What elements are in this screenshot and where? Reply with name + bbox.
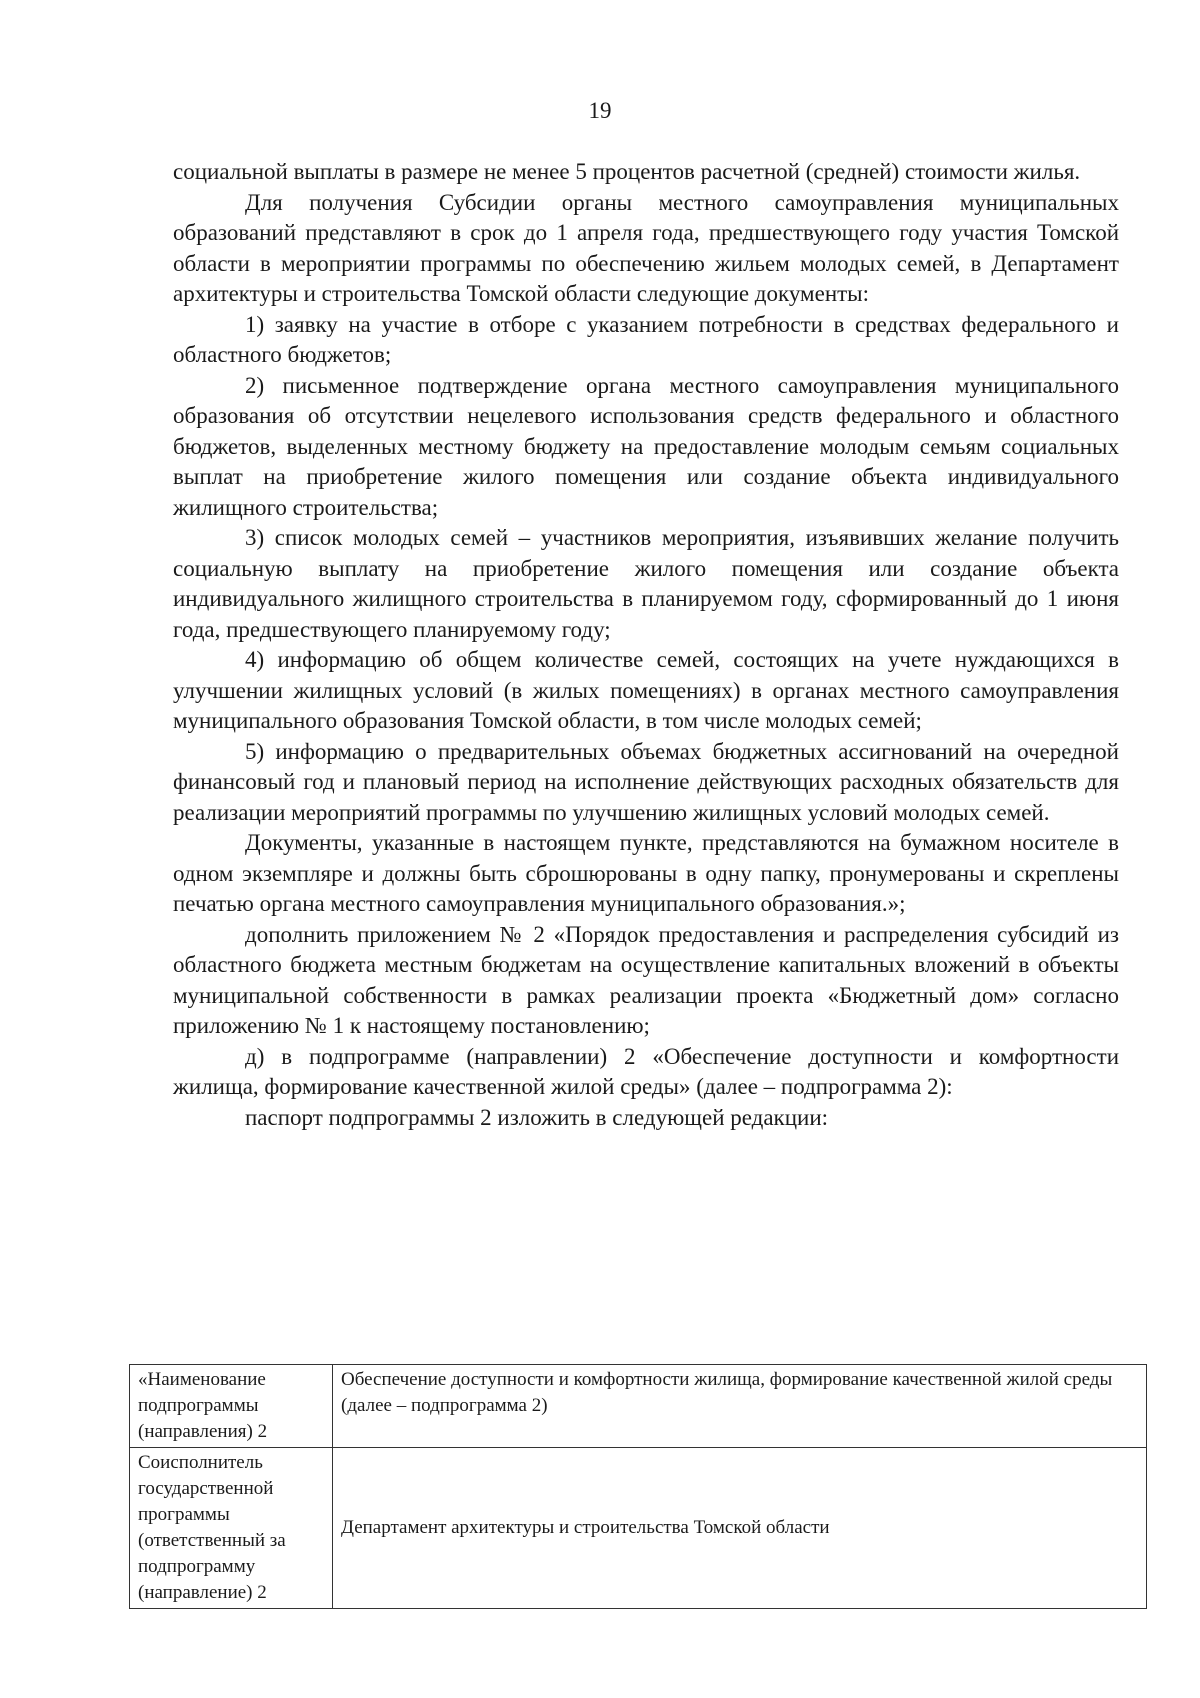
- table-cell-value: Департамент архитектуры и строительства Томской области: [333, 1448, 1147, 1609]
- subprogram-passport-table: [129, 1364, 1147, 1609]
- paragraph-continuation: социальной выплаты в размере не менее 5 процентов расчетной (средней) стоимости жилья.: [173, 159, 1081, 184]
- paragraph-documents-format: Документы, указанные в настоящем пункте, представляются на бумажном носителе в одном экземпляре и должны быть сброшюрованы в одну папку, пронумерованы и скреплены печатью органа местного самоуправления муниципального образования.»;: [173, 830, 1119, 916]
- list-item-3: 3) список молодых семей – участников мероприятия, изъявивших желание получить социальную выплату на приобретение жилого помещения или создание объекта индивидуального жилищного строительства в планируемом году, сформированный до 1 июня года, предшествующего планируемому году;: [173, 525, 1119, 642]
- table-cell-label: Соисполнитель государственной программы (ответственный за подпрограмму (направление) 2: [130, 1448, 333, 1609]
- paragraph-appendix-2: дополнить приложением № 2 «Порядок предоставления и распределения субсидий из областного бюджета местным бюджетам на осуществление капитальных вложений в объекты муниципальной собственности в рамках реализации проекта «Бюджетный дом» согласно приложению № 1 к настоящему постановлению;: [173, 921, 1119, 1038]
- paragraph-subprogram-2: д) в подпрограмме (направлении) 2 «Обеспечение доступности и комфортности жилища, формирование качественной жилой среды» (далее – подпрограмма 2):: [173, 1043, 1119, 1099]
- document-body: [173, 157, 1119, 1133]
- table-row: [130, 1448, 1147, 1609]
- table-row: [130, 1365, 1147, 1448]
- paragraph-passport-intro: паспорт подпрограммы 2 изложить в следующей редакции:: [245, 1104, 829, 1130]
- table-cell-label: «Наименование подпрограммы (направления) 2: [130, 1365, 333, 1448]
- paragraph-documents-intro: Для получения Субсидии органы местного самоуправления муниципальных образований представляют в срок до 1 апреля года, предшествующего году участия Томской области в мероприятии программы по обеспечению жильем молодых семей, в Департамент архитектуры и строительства Томской области следующие документы:: [173, 189, 1119, 306]
- list-item-1: 1) заявку на участие в отборе с указанием потребности в средствах федерального и областного бюджетов;: [173, 311, 1119, 367]
- table-cell-value: Обеспечение доступности и комфортности жилища, формирование качественной жилой среды (далее – подпрограмма 2): [333, 1365, 1147, 1448]
- list-item-2: 2) письменное подтверждение органа местного самоуправления муниципального образования об отсутствии нецелевого использования средств федерального и областного бюджетов, выделенных местному бюджету на предоставление молодым семьям социальных выплат на приобретение жилого помещения или создание объекта индивидуального жилищного строительства;: [173, 372, 1119, 520]
- list-item-5: 5) информацию о предварительных объемах бюджетных ассигнований на очередной финансовый год и плановый период на исполнение действующих расходных обязательств для реализации мероприятий программы по улучшению жилищных условий молодых семей.: [173, 738, 1119, 825]
- page-number: 19: [588, 98, 612, 123]
- list-item-4: 4) информацию об общем количестве семей, состоящих на учете нуждающихся в улучшении жилищных условий (в жилых помещениях) в органах местного самоуправления муниципального образования Томской области, в том числе молодых семей;: [173, 647, 1119, 733]
